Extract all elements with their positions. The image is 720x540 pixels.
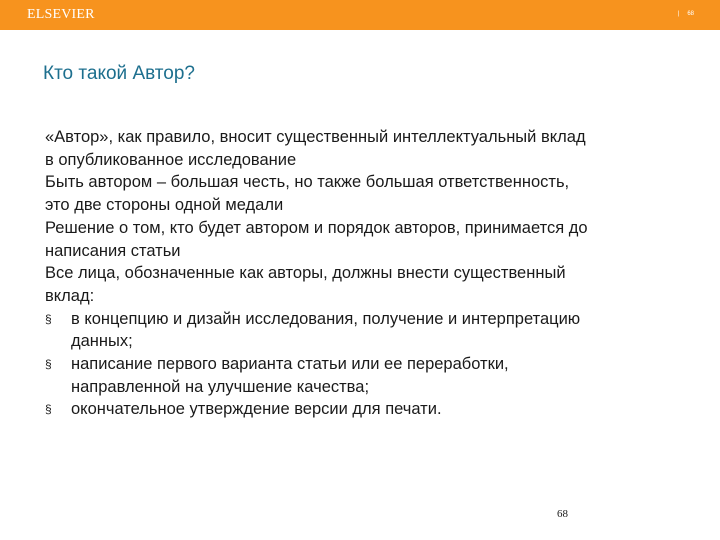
bullet-item (45, 398, 695, 421)
slide-title: Кто такой Автор? (43, 63, 195, 84)
bullet-marker: § (45, 311, 52, 326)
bullet-line: написание первого варианта статьи или ее переработки, (71, 355, 509, 374)
slide-body (45, 126, 695, 421)
body-line: написания статьи (45, 241, 181, 260)
body-line: в опубликованное исследование (45, 150, 297, 169)
body-line: «Автор», как правило, вносит существенный интеллектуальный вклад (45, 128, 586, 146)
bullet-marker: § (45, 357, 52, 372)
bullet-item (45, 308, 695, 353)
bullet-line: данных; (71, 332, 133, 351)
body-line: вклад: (45, 286, 95, 305)
bullet-item (45, 353, 695, 398)
bullet-marker: § (45, 402, 52, 417)
body-line: Решение о том, кто будет автором и порядок авторов, принимается до (45, 218, 588, 237)
bullet-line: окончательное утверждение версии для печати. (71, 400, 442, 419)
body-line: Быть автором – большая честь, но также большая ответственность, (45, 173, 570, 192)
header-separator: | (677, 11, 680, 17)
page-number: 68 (557, 508, 568, 520)
body-line: это две стороны одной медали (45, 196, 284, 215)
bullet-line: направленной на улучшение качества; (71, 377, 370, 396)
header-bar (0, 0, 720, 30)
header-slide-marker (678, 11, 694, 17)
elsevier-logo: ELSEVIER (27, 7, 95, 22)
header-slide-number: 68 (687, 11, 694, 17)
body-line: Все лица, обозначенные как авторы, должны внести существенный (45, 264, 566, 283)
bullet-line: в концепцию и дизайн исследования, получение и интерпретацию (71, 309, 581, 328)
